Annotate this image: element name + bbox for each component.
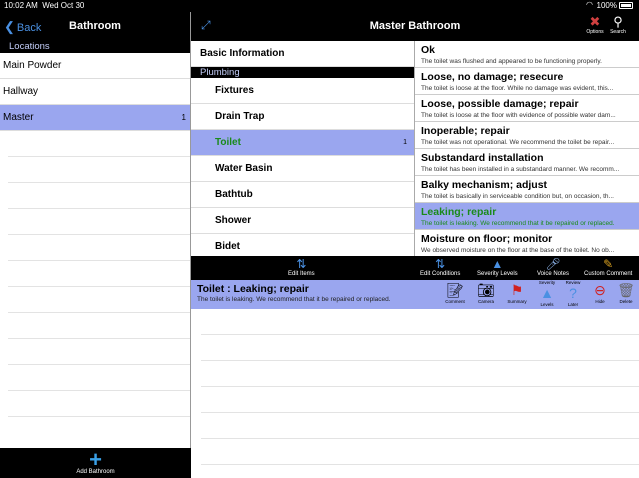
- condition-item[interactable]: Balky mechanism; adjust The toilet is basically in serviceable condition but, on occasion, th...: [415, 176, 639, 203]
- item-count: 1: [403, 139, 407, 146]
- empty-row: [8, 261, 190, 287]
- empty-row: [8, 183, 190, 209]
- item-water-basin[interactable]: Water Basin: [191, 156, 414, 182]
- edit-conditions-button[interactable]: ⇅ Edit Conditions: [420, 257, 461, 277]
- options-button[interactable]: ✖ Options: [584, 14, 606, 35]
- warning-icon: ▲: [540, 285, 554, 301]
- basic-information-item[interactable]: Basic Information: [191, 41, 414, 67]
- severity-levels-summary-button[interactable]: Severity ▲ Levels: [534, 280, 560, 307]
- empty-row: [201, 413, 639, 439]
- condition-item[interactable]: Loose, possible damage; repair The toilet is loose at the floor with evidence of possible water dam...: [415, 95, 639, 122]
- item-fixtures[interactable]: Fixtures: [191, 78, 414, 104]
- comment-button[interactable]: 📝︎ Comment: [442, 282, 468, 304]
- main-nav-bar: [191, 12, 639, 41]
- trash-icon: 🗑︎: [617, 282, 635, 298]
- empty-row: [8, 365, 190, 391]
- expand-icon[interactable]: ⤢: [201, 18, 211, 32]
- empty-row: [201, 335, 639, 361]
- plus-icon: +: [89, 447, 102, 472]
- review-later-button[interactable]: Review ? Later: [560, 280, 586, 307]
- battery-icon: [619, 2, 633, 9]
- left-nav-bar: [0, 12, 190, 41]
- warning-icon: ▲: [491, 257, 504, 271]
- comments-area: [201, 309, 639, 465]
- chevron-left-icon: ❮: [4, 19, 15, 34]
- summary-button[interactable]: ⚑ Summary: [504, 282, 530, 304]
- empty-row: [8, 313, 190, 339]
- bottom-toolbar: [191, 256, 639, 280]
- locations-section-header: Locations: [0, 41, 190, 53]
- status-bar: [0, 0, 639, 12]
- condition-item[interactable]: Substandard installation The toilet has been installed in a substandard manner. We recomm...: [415, 149, 639, 176]
- severity-levels-button[interactable]: ▲ Severity Levels: [477, 257, 518, 277]
- refresh-icon: ⇅: [435, 257, 446, 271]
- flag-icon: ⚑: [510, 282, 524, 298]
- empty-row: [201, 361, 639, 387]
- edit-items-button[interactable]: ⇅ Edit Items: [288, 257, 315, 277]
- hide-button[interactable]: ⊖ Hide: [587, 282, 613, 304]
- empty-row: [201, 309, 639, 335]
- status-time-date: 10:02 AM Wed Oct 30: [4, 1, 85, 10]
- summary-description: The toilet is leaking. We recommend that it be repaired or replaced.: [197, 296, 391, 303]
- tools-icon: ✖: [589, 14, 601, 29]
- selection-summary: [191, 280, 639, 309]
- left-nav-title: Bathroom: [69, 20, 121, 32]
- custom-comment-button[interactable]: ✎ Custom Comment: [584, 257, 633, 277]
- conditions-list: [415, 41, 639, 256]
- empty-row: [8, 131, 190, 157]
- item-bathtub[interactable]: Bathtub: [191, 182, 414, 208]
- condition-item-selected[interactable]: Leaking; repair The toilet is leaking. We recommend that it be repaired or replaced.: [415, 203, 639, 230]
- search-icon: ⚲: [613, 14, 623, 29]
- hide-icon: ⊖: [594, 282, 606, 298]
- item-shower[interactable]: Shower: [191, 208, 414, 234]
- camera-button[interactable]: 📷︎ Camera: [473, 282, 499, 304]
- page-title: Master Bathroom: [369, 20, 461, 32]
- empty-row: [8, 339, 190, 365]
- empty-row: [201, 439, 639, 465]
- plumbing-section-header: Plumbing: [191, 67, 414, 78]
- camera-icon: 📷︎: [477, 282, 495, 298]
- microphone-icon: 🎤︎: [545, 257, 561, 271]
- empty-row: [8, 157, 190, 183]
- empty-row: [8, 235, 190, 261]
- item-drain-trap[interactable]: Drain Trap: [191, 104, 414, 130]
- location-item-master[interactable]: Master 1: [0, 105, 190, 131]
- condition-item[interactable]: Loose, no damage; resecure The toilet is loose at the floor. While no damage was evident, this...: [415, 68, 639, 95]
- item-bidet[interactable]: Bidet: [191, 234, 414, 256]
- refresh-icon: ⇅: [296, 257, 307, 271]
- wifi-icon: ◠: [586, 0, 593, 9]
- summary-title: Toilet : Leaking; repair: [197, 283, 309, 295]
- locations-panel: [0, 12, 191, 478]
- delete-button[interactable]: 🗑︎ Delete: [613, 282, 639, 304]
- note-icon: 📝︎: [446, 282, 464, 298]
- add-bathroom-button[interactable]: + Add Bathroom: [0, 448, 191, 478]
- question-icon: ?: [569, 285, 577, 301]
- battery-status: 100%: [597, 1, 633, 10]
- empty-row: [8, 209, 190, 235]
- location-count: 1: [181, 113, 186, 122]
- condition-item[interactable]: Inoperable; repair The toilet was not operational. We recommend the toilet be repair...: [415, 122, 639, 149]
- voice-notes-button[interactable]: 🎤︎ Voice Notes: [537, 257, 570, 277]
- item-toilet[interactable]: Toilet 1: [191, 130, 414, 156]
- empty-row: [8, 287, 190, 313]
- back-button[interactable]: ❮ Back: [4, 19, 42, 34]
- location-item-main-powder[interactable]: Main Powder: [0, 53, 190, 79]
- items-list: [191, 41, 415, 256]
- condition-item[interactable]: Ok The toilet was flushed and appeared to be functioning properly.: [415, 41, 639, 68]
- condition-item[interactable]: Moisture on floor; monitor We observed moisture on the floor at the base of the toilet. No ob...: [415, 230, 639, 256]
- search-button[interactable]: ⚲ Search: [607, 14, 629, 35]
- empty-row: [8, 391, 190, 417]
- location-item-hallway[interactable]: Hallway: [0, 79, 190, 105]
- pencil-icon: ✎: [603, 257, 614, 271]
- empty-row: [201, 387, 639, 413]
